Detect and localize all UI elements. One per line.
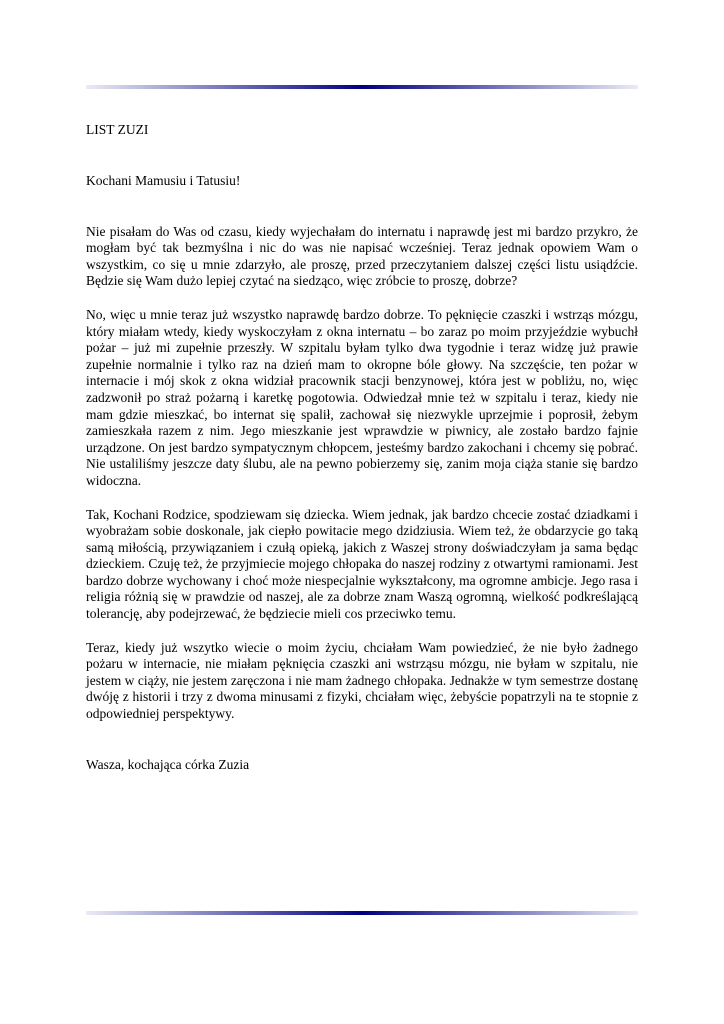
letter-body	[86, 122, 638, 773]
letter-signature: Wasza, kochająca córka Zuzia	[86, 756, 250, 772]
paragraph-3: Tak, Kochani Rodzice, spodziewam się dziecka. Wiem jednak, jak bardzo chcecie zostać dziadkami i wyobrażam sobie doskonale, jak ciepło powitacie mego dzidziusia. Wiem też, że obdarzycie go taką samą miłością, przywiązaniem i czułą opieką, jakich z Waszej strony doświadczyłam ja sama będąc dzieckiem. Czuję też, że przyjmiecie mojego chłopaka do naszej rodziny z otwartymi ramionami. Jest bardzo dobrze wychowany i choć może niespecjalnie wykształcony, ma ogromne ambicje. Jego rasa i religia różnią się w prawdzie od naszej, ale za dobrze znam Waszą ogromną, wielkość podkreślającą tolerancję, aby podejrzewać, że będziecie mieli cos przeciwko temu.	[86, 506, 638, 622]
letter-title: LIST ZUZI	[86, 122, 149, 137]
footer-rule	[86, 911, 638, 915]
header-rule	[86, 85, 638, 89]
paragraph-2: No, więc u mnie teraz już wszystko naprawdę bardzo dobrze. To pęknięcie czaszki i wstrząs mózgu, który miałam wtedy, kiedy wyskoczyłam z okna internatu – bo zaraz po moim przyjeździe wybuchł pożar – już mi zupełnie przeszły. W szpitalu byłam tylko dwa tygodnie i teraz widzę już prawie zupełnie normalnie i tylko raz na dzień mam to okropne bóle głowy. Na szczęście, ten pożar w internacie i mój skok z okna widział pracownik stacji benzynowej, która jest w pobliżu, no, więc zadzwonił po straż pożarną i karetkę pogotowia. Odwiedzał mnie też w szpitalu i teraz, kiedy nie mam gdzie mieszkać, bo internat się spalił, zachował się niezwykle uprzejmie i poprosił, żebym zamieszkała razem z nim. Jego mieszkanie jest wprawdzie w piwnicy, ale zostało bardzo fajnie urządzone. On jest bardzo sympatycznym chłopcem, jesteśmy bardzo zakochani i chcemy się pobrać. Nie ustaliliśmy jeszcze daty ślubu, ale na pewno pobierzemy się, zanim moja ciąża stanie się bardzo widoczna.	[86, 306, 638, 488]
paragraph-4: Teraz, kiedy już wszytko wiecie o moim życiu, chciałam Wam powiedzieć, że nie było żadnego pożaru w internacie, nie miałam pęknięcia czaszki ani wstrząsu mózgu, nie byłam w szpitalu, nie jestem w ciąży, nie jestem zaręczona i nie mam żadnego chłopaka. Jednakże w tym semestrze dostanę dwóję z historii i trzy z dwoma minusami z fizyki, chciałam więc, żebyście popatrzyli na te stopnie z odpowiedniej perspektywy.	[86, 639, 638, 722]
paragraph-1: Nie pisałam do Was od czasu, kiedy wyjechałam do internatu i naprawdę jest mi bardzo przykro, że mogłam być tak bezmyślna i nic do was nie napisać wcześniej. Teraz jednak opowiem Wam o wszystkim, co się u mnie zdarzyło, ale proszę, przed przeczytaniem dalszej części listu usiądźcie. Będzie się Wam dużo lepiej czytać na siedząco, więc zróbcie to proszę, dobrze?	[86, 223, 638, 289]
letter-greeting: Kochani Mamusiu i Tatusiu!	[86, 173, 241, 188]
